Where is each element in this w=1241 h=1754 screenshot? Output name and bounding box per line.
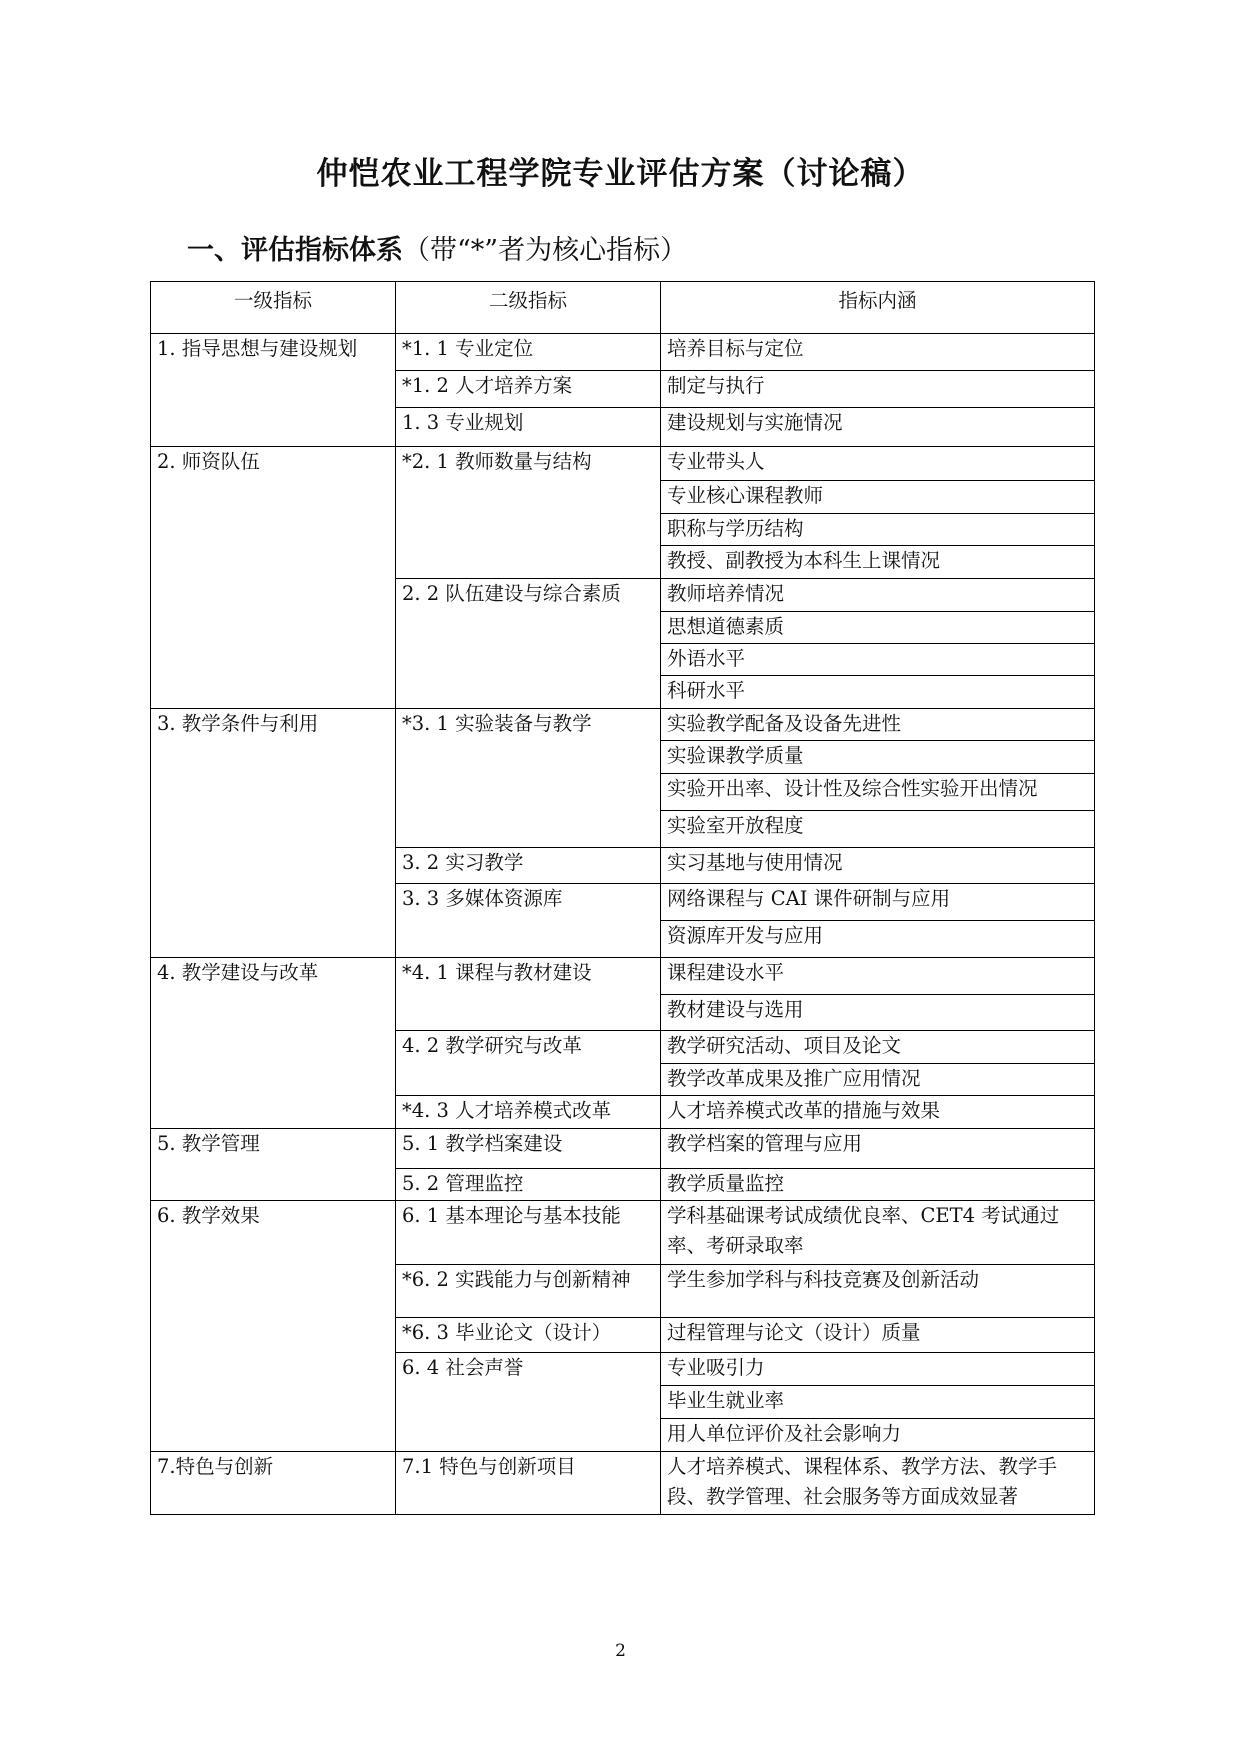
level2-cell: 6. 1 基本理论与基本技能	[396, 1201, 661, 1265]
content-cell: 科研水平	[661, 676, 1095, 709]
table-row	[151, 1129, 1095, 1169]
content-cell: 实验室开放程度	[661, 811, 1095, 848]
content-cell: 外语水平	[661, 644, 1095, 676]
content-cell: 人才培养模式改革的措施与效果	[661, 1096, 1095, 1129]
header-level1: 一级指标	[151, 282, 396, 334]
content-cell: 实验开出率、设计性及综合性实验开出情况	[661, 774, 1095, 811]
level2-cell: *6. 2 实践能力与创新精神	[396, 1265, 661, 1318]
content-cell: 制定与执行	[661, 371, 1095, 408]
content-cell: 教学档案的管理与应用	[661, 1129, 1095, 1169]
table-row	[151, 447, 1095, 481]
content-cell: 教学研究活动、项目及论文	[661, 1031, 1095, 1064]
level1-cell: 4. 教学建设与改革	[151, 958, 396, 1129]
level2-cell: 5. 1 教学档案建设	[396, 1129, 661, 1169]
level2-cell: 1. 3 专业规划	[396, 408, 661, 447]
level2-cell: 6. 4 社会声誉	[396, 1353, 661, 1452]
level2-cell: 5. 2 管理监控	[396, 1169, 661, 1201]
level2-cell: *1. 1 专业定位	[396, 334, 661, 371]
content-cell: 人才培养模式、课程体系、教学方法、教学手段、教学管理、社会服务等方面成效显著	[661, 1452, 1095, 1515]
content-cell: 教材建设与选用	[661, 995, 1095, 1031]
content-cell: 毕业生就业率	[661, 1386, 1095, 1419]
table-row	[151, 334, 1095, 371]
content-cell: 培养目标与定位	[661, 334, 1095, 371]
content-cell: 实验教学配备及设备先进性	[661, 709, 1095, 741]
document-title: 仲恺农业工程学院专业评估方案（讨论稿）	[316, 156, 925, 192]
header-content: 指标内涵	[661, 282, 1095, 334]
level1-cell: 6. 教学效果	[151, 1201, 396, 1452]
table-header-row	[151, 282, 1095, 334]
level2-cell: *2. 1 教师数量与结构	[396, 447, 661, 579]
content-cell: 教学质量监控	[661, 1169, 1095, 1201]
section-heading	[187, 228, 687, 267]
level2-cell: *4. 3 人才培养模式改革	[396, 1096, 661, 1129]
content-cell: 用人单位评价及社会影响力	[661, 1419, 1095, 1452]
content-cell: 教师培养情况	[661, 579, 1095, 612]
level2-cell: 3. 2 实习教学	[396, 848, 661, 884]
level1-cell: 2. 师资队伍	[151, 447, 396, 709]
content-cell: 专业带头人	[661, 447, 1095, 481]
content-cell: 资源库开发与应用	[661, 921, 1095, 958]
content-cell: 学科基础课考试成绩优良率、CET4 考试通过率、考研录取率	[661, 1201, 1095, 1265]
page-number: 2	[615, 1641, 626, 1661]
header-level2: 二级指标	[396, 282, 661, 334]
level2-cell: 4. 2 教学研究与改革	[396, 1031, 661, 1096]
content-cell: 专业吸引力	[661, 1353, 1095, 1386]
level2-cell: 2. 2 队伍建设与综合素质	[396, 579, 661, 709]
level1-cell: 1. 指导思想与建设规划	[151, 334, 396, 447]
evaluation-index-table	[150, 281, 1095, 1515]
level2-cell: 7.1 特色与创新项目	[396, 1452, 661, 1515]
section-heading-note: （带“*”者为核心指标）	[403, 235, 688, 266]
content-cell: 过程管理与论文（设计）质量	[661, 1318, 1095, 1353]
level2-cell: 3. 3 多媒体资源库	[396, 884, 661, 958]
content-cell: 教学改革成果及推广应用情况	[661, 1064, 1095, 1096]
level2-cell: *4. 1 课程与教材建设	[396, 958, 661, 1031]
content-cell: 学生参加学科与科技竞赛及创新活动	[661, 1265, 1095, 1318]
table-row	[151, 1452, 1095, 1515]
table-row	[151, 958, 1095, 995]
table-row	[151, 1201, 1095, 1265]
level2-cell: *1. 2 人才培养方案	[396, 371, 661, 408]
table-row	[151, 709, 1095, 741]
level2-cell: *3. 1 实验装备与教学	[396, 709, 661, 848]
level1-cell: 7.特色与创新	[151, 1452, 396, 1515]
content-cell: 网络课程与 CAI 课件研制与应用	[661, 884, 1095, 921]
content-cell: 职称与学历结构	[661, 514, 1095, 546]
content-cell: 课程建设水平	[661, 958, 1095, 995]
content-cell: 实验课教学质量	[661, 741, 1095, 774]
level1-cell: 3. 教学条件与利用	[151, 709, 396, 958]
level1-cell: 5. 教学管理	[151, 1129, 396, 1201]
content-cell: 思想道德素质	[661, 612, 1095, 644]
content-cell: 教授、副教授为本科生上课情况	[661, 546, 1095, 579]
content-cell: 实习基地与使用情况	[661, 848, 1095, 884]
content-cell: 建设规划与实施情况	[661, 408, 1095, 447]
level2-cell: *6. 3 毕业论文（设计）	[396, 1318, 661, 1353]
content-cell: 专业核心课程教师	[661, 481, 1095, 514]
section-heading-text: 一、评估指标体系	[187, 235, 403, 266]
